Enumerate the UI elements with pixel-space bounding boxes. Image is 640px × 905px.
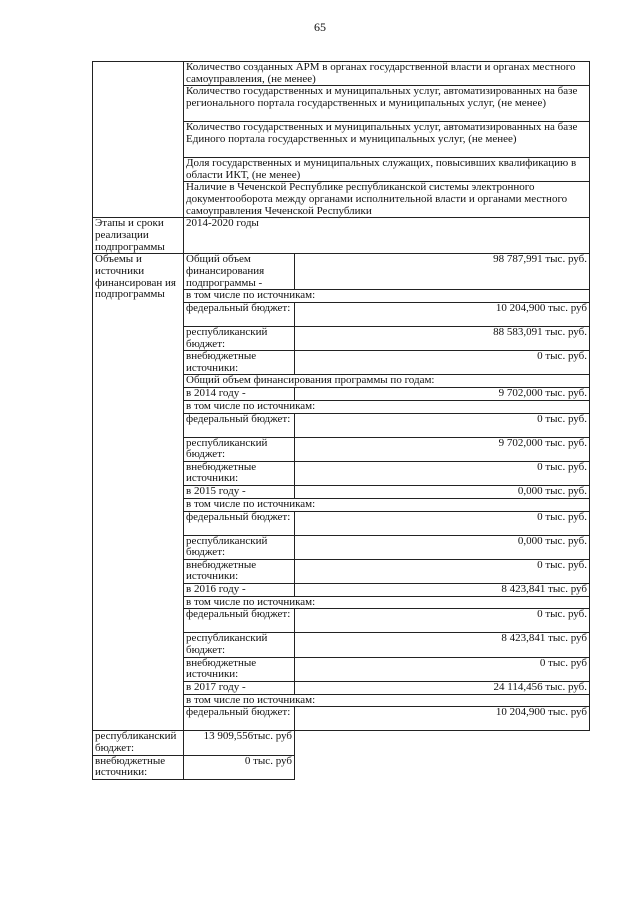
table-row (93, 62, 590, 86)
year-label: в 2016 году - (184, 583, 295, 596)
sources-heading: в том числе по источникам: (184, 694, 590, 707)
stages-value: 2014-2020 годы (184, 218, 590, 254)
federal-value: 10 204,900 тыс. руб (295, 302, 590, 326)
republic-label: республиканский бюджет: (184, 535, 295, 559)
republic-label: республиканский бюджет: (93, 731, 184, 755)
total-label: Общий объем финансирования подпрограммы - (184, 254, 295, 290)
extra-label: внебюджетные источники: (184, 351, 295, 375)
extra-label: внебюджетные источники: (184, 461, 295, 485)
federal-value: 0 тыс. руб. (295, 413, 590, 437)
sources-heading: в том числе по источникам: (184, 400, 590, 413)
indicator-cell: Количество государственных и муниципальных услуг, автоматизированных на базе Единого портала государственных и муниципальных услуг, (не менее) (184, 122, 590, 158)
extra-value: 0 тыс. руб (295, 657, 590, 681)
year-total: 9 702,000 тыс. руб. (295, 387, 590, 400)
indicator-cell: Доля государственных и муниципальных служащих, повысивших квалификацию в области ИКТ, (не менее) (184, 158, 590, 182)
stages-label: Этапы и сроки реализации подпрограммы (93, 218, 184, 254)
extra-value: 0 тыс. руб. (295, 461, 590, 485)
extra-label: внебюджетные источники: (93, 755, 184, 779)
sources-heading: в том числе по источникам: (184, 498, 590, 511)
extra-value: 0 тыс. руб (184, 755, 295, 779)
indicator-cell: Количество государственных и муниципальных услуг, автоматизированных на базе регионального портала государственных и муниципальных услуг, (не менее) (184, 86, 590, 122)
year-label: в 2014 году - (184, 387, 295, 400)
sources-heading: в том числе по источникам: (184, 290, 590, 303)
federal-label: федеральный бюджет: (184, 413, 295, 437)
republic-value: 13 909,556тыс. руб (184, 731, 295, 755)
indicator-cell: Наличие в Чеченской Республике республиканской системы электронного документооборота между органами исполнительной власти и органами местного самоуправления Чеченской Республики (184, 182, 590, 218)
federal-label: федеральный бюджет: (184, 609, 295, 633)
republic-value: 0,000 тыс. руб. (295, 535, 590, 559)
year-label: в 2015 году - (184, 485, 295, 498)
federal-value: 10 204,900 тыс. руб (295, 707, 590, 731)
table-row (93, 254, 590, 290)
federal-label: федеральный бюджет: (184, 511, 295, 535)
extra-value: 0 тыс. руб. (295, 559, 590, 583)
republic-label: республиканский бюджет: (184, 326, 295, 350)
extra-label: внебюджетные источники: (184, 559, 295, 583)
table-row (93, 731, 590, 755)
extra-value: 0 тыс. руб. (295, 351, 590, 375)
years-heading: Общий объем финансирования программы по годам: (184, 375, 590, 388)
table-row (93, 755, 590, 779)
federal-label: федеральный бюджет: (184, 302, 295, 326)
federal-value: 0 тыс. руб. (295, 511, 590, 535)
republic-label: республиканский бюджет: (184, 633, 295, 657)
republic-label: республиканский бюджет: (184, 437, 295, 461)
indicator-cell: Количество созданных АРМ в органах государственной власти и органах местного самоуправления, (не менее) (184, 62, 590, 86)
subprogram-passport-table (92, 61, 590, 780)
extra-label: внебюджетные источники: (184, 657, 295, 681)
financing-label: Объемы и источники финансирован ия подпрограммы (93, 254, 184, 731)
federal-value: 0 тыс. руб. (295, 609, 590, 633)
year-total: 0,000 тыс. руб. (295, 485, 590, 498)
year-label: в 2017 году - (184, 681, 295, 694)
page-number: 65 (314, 20, 326, 34)
empty-label-cell (93, 62, 184, 218)
republic-value: 8 423,841 тыс. руб (295, 633, 590, 657)
republic-value: 88 583,091 тыс. руб. (295, 326, 590, 350)
republic-value: 9 702,000 тыс. руб. (295, 437, 590, 461)
table-row (93, 218, 590, 254)
total-value: 98 787,991 тыс. руб. (295, 254, 590, 290)
year-total: 24 114,456 тыс. руб. (295, 681, 590, 694)
year-total: 8 423,841 тыс. руб (295, 583, 590, 596)
sources-heading: в том числе по источникам: (184, 596, 590, 609)
federal-label: федеральный бюджет: (184, 707, 295, 731)
